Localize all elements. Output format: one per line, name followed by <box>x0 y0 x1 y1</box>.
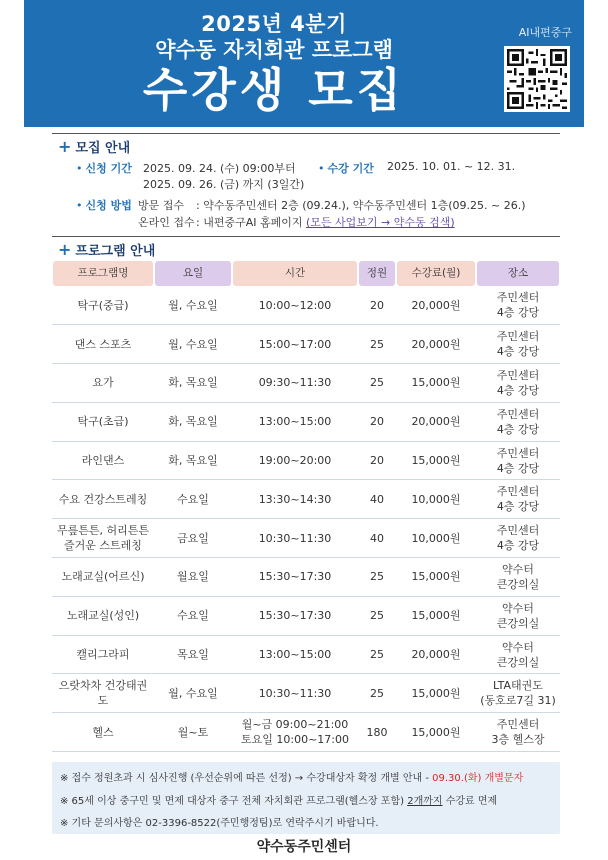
method-label: • 신청 방법 <box>76 199 132 212</box>
program-location: 약수터 큰강의실 <box>476 596 560 635</box>
header-cell: 정원 <box>359 261 395 286</box>
table-row <box>52 635 560 674</box>
recruit-title-text: 모집 안내 <box>75 141 131 156</box>
program-fee: 10,000원 <box>396 480 476 519</box>
program-name: 노래교실(어르신) <box>52 558 154 597</box>
program-capacity: 20 <box>358 286 396 325</box>
program-time: 10:00~12:00 <box>232 286 358 325</box>
table-row <box>52 402 560 441</box>
program-fee: 20,000원 <box>396 325 476 364</box>
qr-code-icon[interactable] <box>504 46 570 112</box>
program-location: 주민센터 4층 강당 <box>476 519 560 558</box>
program-name: 탁구(중급) <box>52 286 154 325</box>
program-location: 약수터 큰강의실 <box>476 635 560 674</box>
program-days: 금요일 <box>154 519 232 558</box>
qr-label: AI내편중구 <box>518 26 572 39</box>
table-row <box>52 286 560 325</box>
header-cell: 요일 <box>155 261 231 286</box>
apply-period-line1: 2025. 09. 24. (수) 09:00부터 <box>143 162 296 175</box>
program-time: 13:00~15:00 <box>232 402 358 441</box>
table-row <box>52 480 560 519</box>
table-row <box>52 674 560 713</box>
program-time: 15:30~17:30 <box>232 596 358 635</box>
bullet-icon: • <box>76 162 83 175</box>
program-location: LTA태권도 (동호로7길 31) <box>476 674 560 713</box>
course-period-value: 2025. 10. 01. ~ 12. 31. <box>387 160 516 173</box>
program-capacity: 25 <box>358 635 396 674</box>
program-capacity: 25 <box>358 674 396 713</box>
program-name: 캘리그라피 <box>52 635 154 674</box>
program-name: 댄스 스포츠 <box>52 325 154 364</box>
plus-icon: + <box>58 137 72 156</box>
table-row <box>52 441 560 480</box>
program-title-text: 프로그램 안내 <box>75 244 156 259</box>
program-name: 무릎튼튼, 허리튼튼 즐거운 스트레칭 <box>52 519 154 558</box>
program-time: 13:00~15:00 <box>232 635 358 674</box>
program-time: 월~금 09:00~21:00 토요일 10:00~17:00 <box>232 713 358 752</box>
program-fee: 15,000원 <box>396 713 476 752</box>
header-cell: 시간 <box>233 261 357 286</box>
visit-text: : 약수동주민센터 2층 (09.24.), 약수동주민센터 1층(09.25. ~ 26.) <box>196 199 526 212</box>
header-program-name: 약수동 자치회관 프로그램 <box>155 38 393 62</box>
visit-label: 방문 접수 <box>138 199 185 212</box>
program-location: 주민센터 4층 강당 <box>476 286 560 325</box>
header-banner <box>24 0 584 127</box>
table-row <box>52 325 560 364</box>
program-time: 15:00~17:00 <box>232 325 358 364</box>
program-fee: 15,000원 <box>396 364 476 403</box>
table-row <box>52 713 560 752</box>
program-capacity: 180 <box>358 713 396 752</box>
program-fee: 20,000원 <box>396 402 476 441</box>
header-cell: 프로그램명 <box>53 261 153 286</box>
program-days: 월~토 <box>154 713 232 752</box>
apply-period-line2: 2025. 09. 26. (금) 까지 (3일간) <box>143 178 305 191</box>
program-location: 주민센터 4층 강당 <box>476 441 560 480</box>
program-time: 09:30~11:30 <box>232 364 358 403</box>
program-fee: 15,000원 <box>396 441 476 480</box>
header-main-title: 수강생 모집 <box>142 63 406 117</box>
section-divider <box>52 236 560 237</box>
program-table <box>52 261 560 752</box>
program-name: 수요 건강스트레칭 <box>52 480 154 519</box>
plus-icon: + <box>58 240 72 259</box>
program-days: 목요일 <box>154 635 232 674</box>
section-divider <box>52 133 560 134</box>
program-name: 요가 <box>52 364 154 403</box>
apply-period-label: • 신청 기간 <box>76 162 132 175</box>
program-days: 화, 목요일 <box>154 441 232 480</box>
program-location: 주민센터 4층 강당 <box>476 325 560 364</box>
program-time: 10:30~11:30 <box>232 674 358 713</box>
program-capacity: 40 <box>358 480 396 519</box>
note-line-3: ※ 기타 문의사항은 02-3396-8522(주민행정팀)로 연락주시기 바랍니다. <box>60 818 379 829</box>
program-location: 약수터 큰강의실 <box>476 558 560 597</box>
program-days: 화, 목요일 <box>154 364 232 403</box>
program-days: 월, 수요일 <box>154 325 232 364</box>
program-fee: 15,000원 <box>396 674 476 713</box>
program-capacity: 25 <box>358 364 396 403</box>
table-row <box>52 596 560 635</box>
note-line-2: ※ 65세 이상 중구민 및 면제 대상자 중구 전체 자치회관 프로그램(헬스장 포함) 2개까지 수강료 면제 <box>60 796 498 807</box>
notes-box <box>52 762 560 834</box>
program-fee: 15,000원 <box>396 596 476 635</box>
note-line-1: ※ 접수 정원초과 시 심사진행 (우선순위에 따른 선정) → 수강대상자 확정 개별 안내 - 09.30.(화) 개별문자 <box>60 773 524 784</box>
program-days: 수요일 <box>154 480 232 519</box>
program-fee: 20,000원 <box>396 286 476 325</box>
program-fee: 15,000원 <box>396 558 476 597</box>
program-time: 10:30~11:30 <box>232 519 358 558</box>
program-days: 화, 목요일 <box>154 402 232 441</box>
program-time: 15:30~17:30 <box>232 558 358 597</box>
program-name: 노래교실(성인) <box>52 596 154 635</box>
program-capacity: 25 <box>358 558 396 597</box>
table-header-row <box>52 261 560 286</box>
program-fee: 10,000원 <box>396 519 476 558</box>
header-cell: 수강료(월) <box>397 261 475 286</box>
program-section-title <box>58 240 155 259</box>
program-days: 월요일 <box>154 558 232 597</box>
course-period-label: • 수강 기간 <box>318 162 374 175</box>
program-time: 13:30~14:30 <box>232 480 358 519</box>
footer-organization: 약수동주민센터 <box>256 839 352 855</box>
program-capacity: 20 <box>358 441 396 480</box>
program-capacity: 20 <box>358 402 396 441</box>
program-name: 라인댄스 <box>52 441 154 480</box>
online-label: 온라인 접수 <box>138 216 195 229</box>
online-link[interactable]: (모든 사업보기 → 약수동 검색) <box>305 216 455 229</box>
recruit-section-title <box>58 137 130 156</box>
program-table-body <box>52 286 560 752</box>
program-capacity: 25 <box>358 325 396 364</box>
program-location: 주민센터 4층 강당 <box>476 480 560 519</box>
online-text: : 내편중구AI 홈페이지 (모든 사업보기 → 약수동 검색) <box>196 216 455 229</box>
bullet-icon: • <box>76 199 83 212</box>
program-location: 주민센터 3층 헬스장 <box>476 713 560 752</box>
program-days: 월, 수요일 <box>154 674 232 713</box>
table-row <box>52 364 560 403</box>
program-days: 수요일 <box>154 596 232 635</box>
header-cell: 장소 <box>477 261 559 286</box>
program-location: 주민센터 4층 강당 <box>476 402 560 441</box>
program-days: 월, 수요일 <box>154 286 232 325</box>
program-location: 주민센터 4층 강당 <box>476 364 560 403</box>
table-row <box>52 519 560 558</box>
bullet-icon: • <box>318 162 325 175</box>
table-row <box>52 558 560 597</box>
program-time: 19:00~20:00 <box>232 441 358 480</box>
program-name: 탁구(초급) <box>52 402 154 441</box>
program-capacity: 40 <box>358 519 396 558</box>
program-fee: 20,000원 <box>396 635 476 674</box>
program-name: 헬스 <box>52 713 154 752</box>
program-capacity: 25 <box>358 596 396 635</box>
header-year-quarter: 2025년 4분기 <box>201 12 347 36</box>
program-name: 으랏차차 건강태권도 <box>52 674 154 713</box>
